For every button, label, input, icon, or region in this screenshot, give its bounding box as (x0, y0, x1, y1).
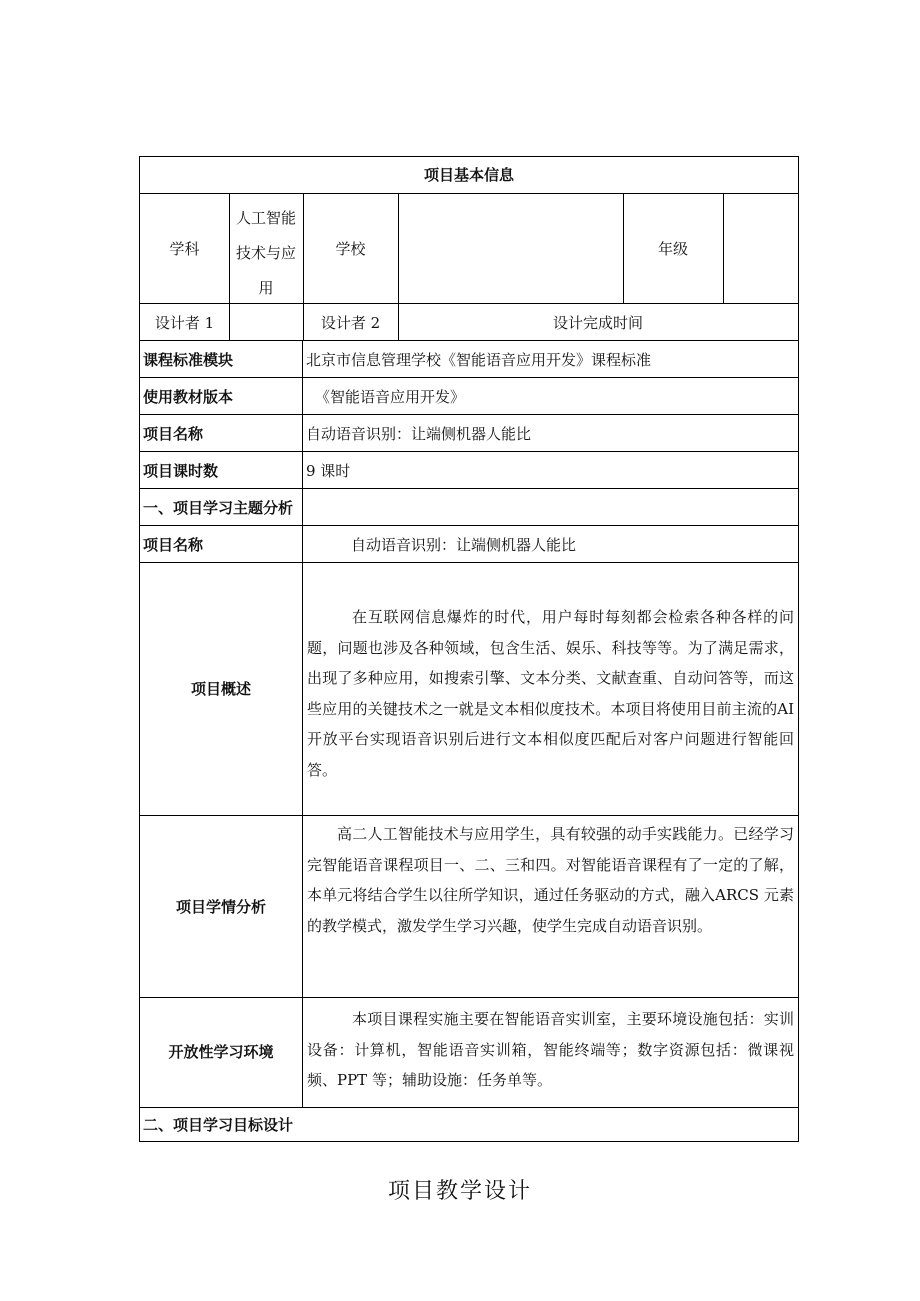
row-divider (140, 451, 798, 452)
row-divider (140, 488, 798, 489)
overview-paragraph: 在互联网信息爆炸的时代，用户每时每刻都会检索各种各样的问题，问题也涉及各种领域，包含生活、娱乐、科技等等。为了满足需求，出现了多种应用，如搜索引擎、文本分类、文献查重、自动问答等，而这些应用的关键技术之一就是文本相似度技术。本项目将使用目前主流的AI 开放平台实现语音识别后进行文本相似度匹配后对客户问题进行智能回答。 (307, 608, 794, 779)
standard-value: 北京市信息管理学校《智能语音应用开发》课程标准 (306, 351, 652, 369)
overview-label: 项目概述 (190, 680, 251, 698)
learner-text (307, 819, 794, 941)
project-info-table (139, 156, 799, 1142)
env-label: 开放性学习环境 (168, 1043, 274, 1061)
standard-label: 课程标准模块 (143, 351, 234, 369)
section2-title: 二、项目学习目标设计 (143, 1116, 294, 1134)
project-name-value: 自动语音识别：让端侧机器人能比 (306, 425, 532, 443)
textbook-value: 《智能语音应用开发》 (315, 388, 466, 406)
completion-label: 设计完成时间 (552, 314, 643, 332)
row-divider (140, 997, 798, 998)
row-divider (140, 303, 798, 304)
designer1-label: 设计者 1 (154, 314, 215, 332)
section1-name-label: 项目名称 (143, 536, 204, 554)
grade-label: 年级 (657, 240, 688, 258)
row-divider (140, 193, 798, 194)
project-name-label: 项目名称 (143, 425, 204, 443)
row-divider (140, 340, 798, 341)
row-divider (140, 1107, 798, 1108)
learner-paragraph: 高二人工智能技术与应用学生，具有较强的动手实践能力。已经学习完智能语音课程项目一、二、三和四。对智能语音课程有了一定的了解，本单元将结合学生以往所学知识，通过任务驱动的方式，融入ARCS 元素的教学模式，激发学生学习兴趣，使学生完成自动语音识别。 (307, 825, 794, 935)
row-divider (140, 562, 798, 563)
section1-title: 一、项目学习主题分析 (143, 499, 294, 517)
subject-label: 学科 (169, 240, 200, 258)
section1-name-value: 自动语音识别：让端侧机器人能比 (351, 536, 577, 554)
learner-label: 项目学情分析 (175, 898, 266, 916)
col-divider (302, 525, 303, 1107)
designer2-label: 设计者 2 (320, 314, 381, 332)
page-title: 项目教学设计 (387, 1179, 532, 1204)
env-paragraph: 本项目课程实施主要在智能语音实训室，主要环境设施包括：实训设备：计算机，智能语音实训箱，智能终端等；数字资源包括：微课视频、PPT 等；辅助设施：任务单等。 (307, 1010, 794, 1089)
subject-value-line2: 技术与应 (235, 244, 296, 262)
textbook-label: 使用教材版本 (143, 388, 234, 406)
overview-text (307, 602, 794, 785)
hours-value: 9 课时 (306, 462, 351, 480)
subject-value-line1: 人工智能 (235, 209, 296, 227)
col-divider (723, 193, 724, 303)
table-title: 项目基本信息 (423, 166, 514, 184)
row-divider (140, 414, 798, 415)
hours-label: 项目课时数 (143, 462, 219, 480)
row-divider (140, 525, 798, 526)
row-divider (140, 377, 798, 378)
row-divider (140, 815, 798, 816)
subject-value-line3: 用 (258, 279, 274, 297)
school-label: 学校 (335, 240, 366, 258)
env-text (307, 1004, 794, 1096)
